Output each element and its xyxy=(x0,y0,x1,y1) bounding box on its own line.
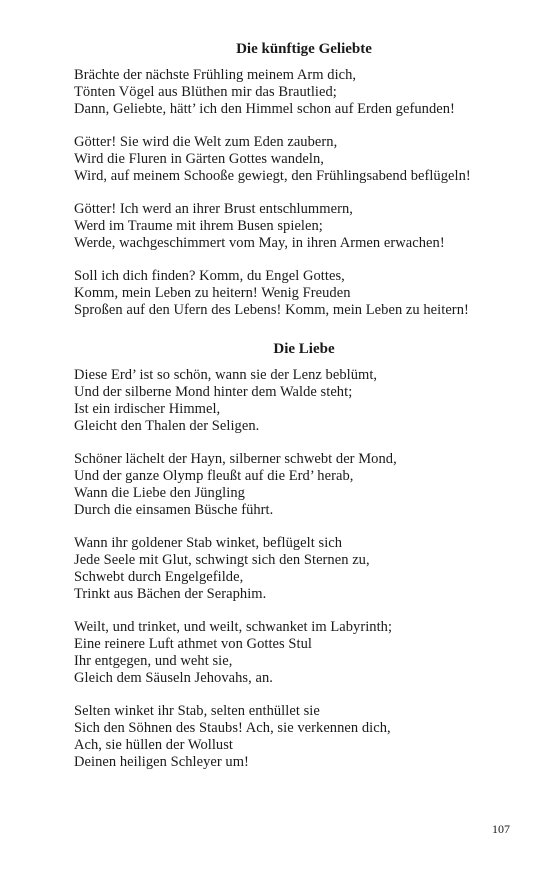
verse-line: Wann die Liebe den Jüngling xyxy=(74,485,245,501)
verse-line: Sich den Söhnen des Staubs! Ach, sie verkennen dich, xyxy=(74,720,391,736)
verse-line: Werde, wachgeschimmert vom May, in ihren Armen erwachen! xyxy=(74,235,445,251)
verse-line: Jede Seele mit Glut, schwingt sich den Sternen zu, xyxy=(74,552,370,568)
verse-line: Wird die Fluren in Gärten Gottes wandeln, xyxy=(74,151,324,167)
verse-line: Ihr entgegen, und weht sie, xyxy=(74,653,233,669)
stanza xyxy=(74,268,514,319)
verse-line: Eine reinere Luft athmet von Gottes Stul xyxy=(74,636,312,652)
verse-line: Soll ich dich finden? Komm, du Engel Gottes, xyxy=(74,268,345,284)
stanza xyxy=(74,367,514,435)
verse-line: Gleich dem Säuseln Jehovahs, an. xyxy=(74,670,273,686)
stanza xyxy=(74,134,514,185)
verse-line: Selten winket ihr Stab, selten enthüllet sie xyxy=(74,703,320,719)
poem-body-die-liebe xyxy=(74,367,514,771)
verse-line: Komm, mein Leben zu heitern! Wenig Freuden xyxy=(74,285,351,301)
verse-line: Werd im Traume mit ihrem Busen spielen; xyxy=(74,218,323,234)
verse-line: Durch die einsamen Büsche führt. xyxy=(74,502,274,518)
verse-line: Dann, Geliebte, hätt’ ich den Himmel schon auf Erden gefunden! xyxy=(74,101,455,117)
verse-line: Diese Erd’ ist so schön, wann sie der Lenz beblümt, xyxy=(74,367,378,383)
verse-line: Tönten Vögel aus Blüthen mir das Brautlied; xyxy=(74,84,337,100)
stanza xyxy=(74,535,514,603)
stanza xyxy=(74,201,514,252)
verse-line: Götter! Sie wird die Welt zum Eden zaubern, xyxy=(74,134,338,150)
stanza xyxy=(74,451,514,519)
verse-line: Weilt, und trinket, und weilt, schwanket im Labyrinth; xyxy=(74,619,393,635)
stanza xyxy=(74,703,514,771)
poem-title: Die künftige Geliebte xyxy=(236,41,372,57)
poem-title: Die Liebe xyxy=(273,341,335,357)
verse-line: Wird, auf meinem Schooße gewiegt, den Frühlingsabend beflügeln! xyxy=(74,168,471,184)
verse-line: Brächte der nächste Frühling meinem Arm dich, xyxy=(74,67,357,83)
verse-line: Wann ihr goldener Stab winket, beflügelt sich xyxy=(74,535,343,551)
verse-line: Und der silberne Mond hinter dem Walde steht; xyxy=(74,384,353,400)
verse-line: Und der ganze Olymp fleußt auf die Erd’ herab, xyxy=(74,468,354,484)
verse-line: Sproßen auf den Ufern des Lebens! Komm, mein Leben zu heitern! xyxy=(74,302,469,318)
verse-line: Trinkt aus Bächen der Seraphim. xyxy=(74,586,267,602)
stanza xyxy=(74,619,514,687)
poem-body-kuenftige-geliebte xyxy=(74,67,514,319)
page-body xyxy=(74,40,514,787)
verse-line: Deinen heiligen Schleyer um! xyxy=(74,754,249,770)
verse-line: Gleicht den Thalen der Seligen. xyxy=(74,418,260,434)
verse-line: Schwebt durch Engelgefilde, xyxy=(74,569,244,585)
page-number: 107 xyxy=(492,822,510,836)
verse-line: Ach, sie hüllen der Wollust xyxy=(74,737,233,753)
verse-line: Ist ein irdischer Himmel, xyxy=(74,401,221,417)
stanza xyxy=(74,67,514,118)
verse-line: Schöner lächelt der Hayn, silberner schwebt der Mond, xyxy=(74,451,397,467)
verse-line: Götter! Ich werd an ihrer Brust entschlummern, xyxy=(74,201,353,217)
